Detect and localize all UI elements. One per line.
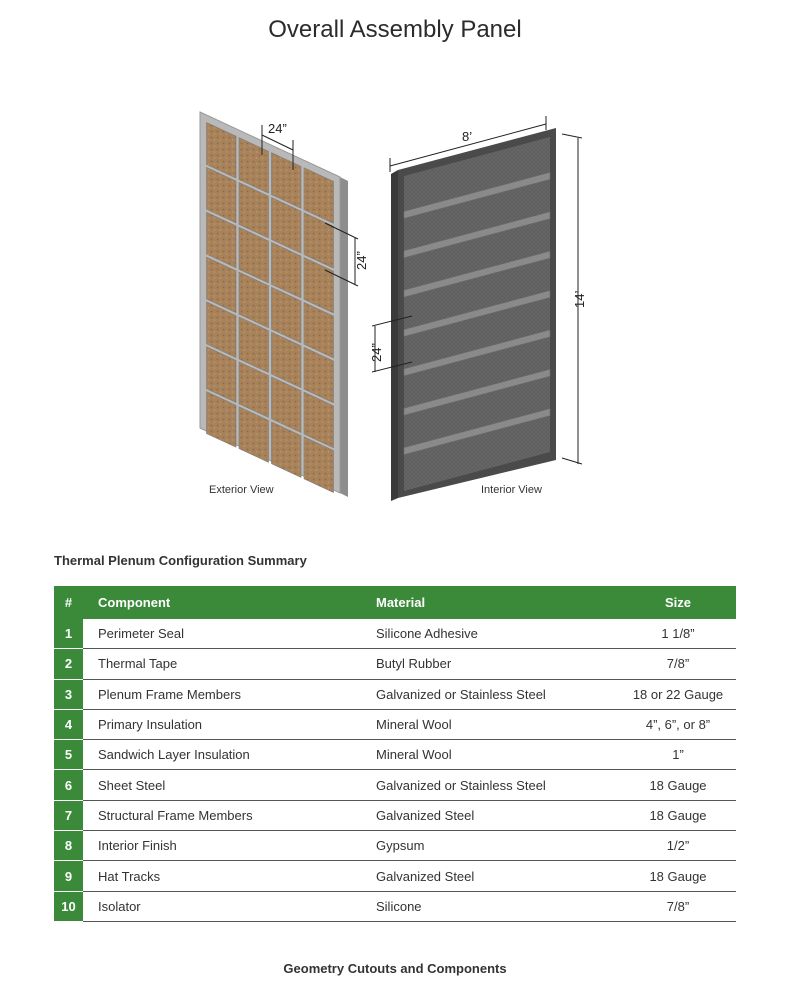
- table-row: [54, 891, 736, 921]
- row-component: Hat Tracks: [83, 861, 362, 891]
- table-row: [54, 740, 736, 770]
- row-size: 1/2”: [620, 831, 736, 861]
- exterior-width-dimension: 24”: [268, 121, 287, 136]
- row-component: Plenum Frame Members: [83, 679, 362, 709]
- configuration-summary-table: [54, 586, 736, 922]
- row-material: Silicone Adhesive: [362, 619, 620, 649]
- interior-panel-edge: [391, 170, 398, 501]
- row-material: Silicone: [362, 891, 620, 921]
- exterior-panel-edge: [340, 177, 348, 497]
- interior-width-dimension: 8’: [462, 129, 473, 144]
- table-row: [54, 619, 736, 649]
- row-number: 1: [54, 619, 83, 649]
- row-component: Thermal Tape: [83, 649, 362, 679]
- row-component: Structural Frame Members: [83, 800, 362, 830]
- row-material: Gypsum: [362, 831, 620, 861]
- interior-panel: [391, 128, 556, 501]
- interior-view-label: Interior View: [481, 484, 542, 496]
- table-header-row: [54, 586, 736, 619]
- row-size: 18 Gauge: [620, 861, 736, 891]
- row-material: Galvanized or Stainless Steel: [362, 770, 620, 800]
- row-size: 7/8”: [620, 649, 736, 679]
- row-material: Mineral Wool: [362, 740, 620, 770]
- row-size: 4”, 6”, or 8”: [620, 709, 736, 739]
- row-size: 18 or 22 Gauge: [620, 679, 736, 709]
- exterior-height-dimension: 24”: [354, 251, 369, 270]
- row-number: 2: [54, 649, 83, 679]
- row-component: Sheet Steel: [83, 770, 362, 800]
- row-number: 6: [54, 770, 83, 800]
- table-title: Thermal Plenum Configuration Summary: [54, 553, 307, 568]
- row-material: Butyl Rubber: [362, 649, 620, 679]
- row-size: 1”: [620, 740, 736, 770]
- header-size: Size: [620, 586, 736, 619]
- row-size: 18 Gauge: [620, 770, 736, 800]
- row-material: Galvanized Steel: [362, 861, 620, 891]
- header-number: #: [54, 586, 83, 619]
- header-material: Material: [362, 586, 620, 619]
- row-number: 4: [54, 709, 83, 739]
- interior-spacing-dimension: 24”: [369, 343, 384, 362]
- row-material: Mineral Wool: [362, 709, 620, 739]
- assembly-diagram-svg: [0, 100, 800, 520]
- row-component: Interior Finish: [83, 831, 362, 861]
- table-row: [54, 649, 736, 679]
- row-number: 10: [54, 891, 83, 921]
- table-row: [54, 800, 736, 830]
- row-material: Galvanized Steel: [362, 800, 620, 830]
- row-component: Isolator: [83, 891, 362, 921]
- row-number: 9: [54, 861, 83, 891]
- row-material: Galvanized or Stainless Steel: [362, 679, 620, 709]
- table-row: [54, 770, 736, 800]
- row-size: 7/8”: [620, 891, 736, 921]
- row-number: 5: [54, 740, 83, 770]
- table-row: [54, 709, 736, 739]
- row-component: Perimeter Seal: [83, 619, 362, 649]
- row-size: 18 Gauge: [620, 800, 736, 830]
- header-component: Component: [83, 586, 362, 619]
- exterior-panel: [200, 112, 348, 497]
- exterior-view-label: Exterior View: [209, 484, 274, 496]
- table-row: [54, 831, 736, 861]
- row-number: 3: [54, 679, 83, 709]
- page-title: Overall Assembly Panel: [268, 16, 522, 43]
- assembly-diagram: [0, 100, 800, 520]
- table-row: [54, 679, 736, 709]
- table-row: [54, 861, 736, 891]
- row-component: Sandwich Layer Insulation: [83, 740, 362, 770]
- row-component: Primary Insulation: [83, 709, 362, 739]
- row-number: 8: [54, 831, 83, 861]
- geometry-section-title: Geometry Cutouts and Components: [283, 961, 507, 976]
- row-number: 7: [54, 800, 83, 830]
- row-size: 1 1/8”: [620, 619, 736, 649]
- interior-height-dimension: 14’: [572, 290, 587, 308]
